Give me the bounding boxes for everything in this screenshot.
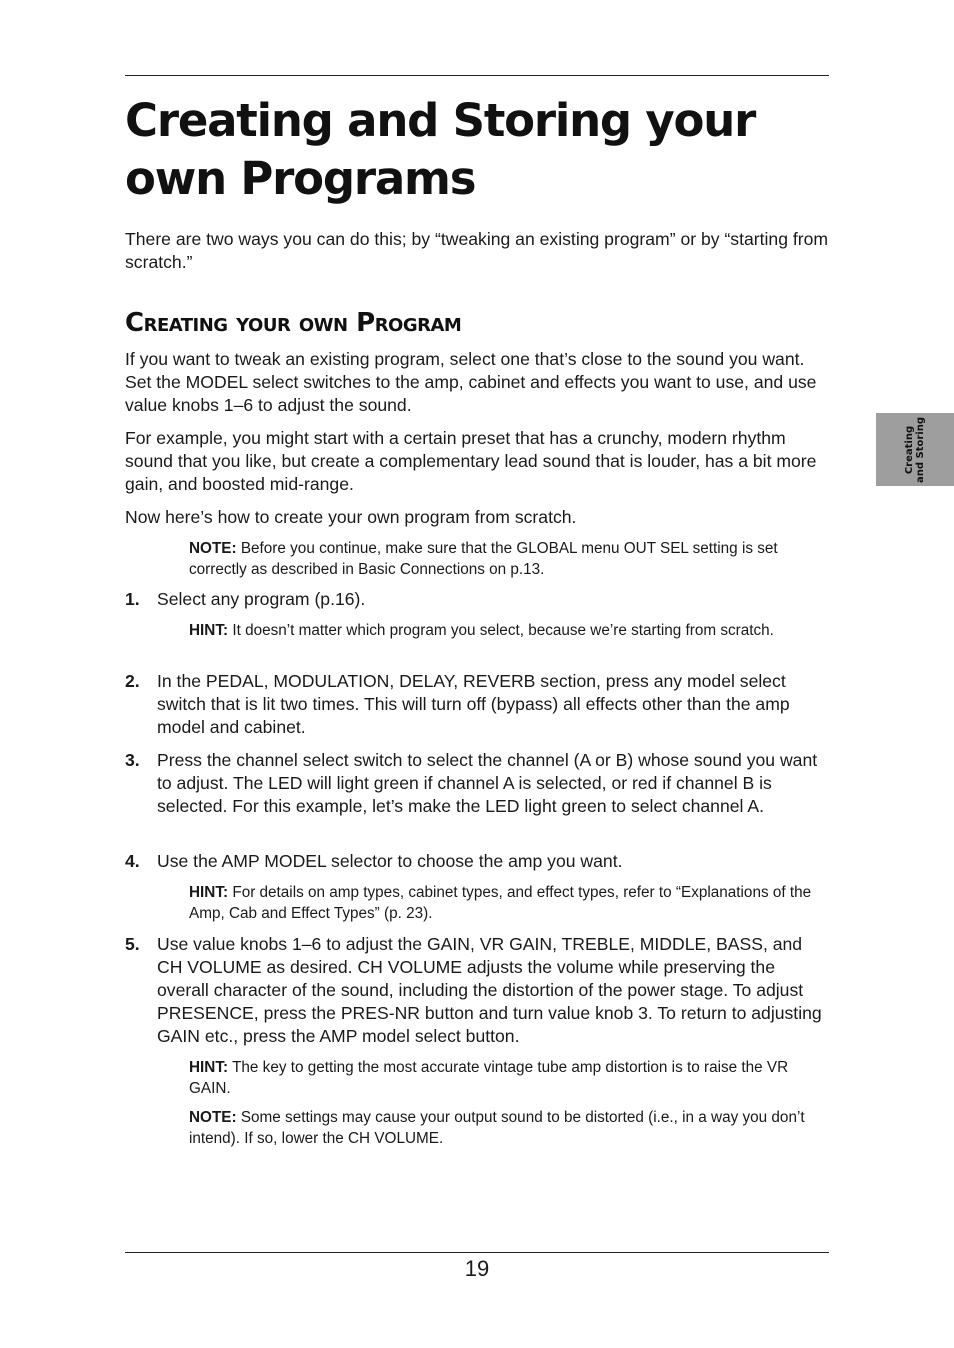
hint-label: HINT: [189, 622, 229, 639]
step-text: Use the AMP MODEL selector to choose the amp you want. [157, 851, 623, 871]
step-text: Select any program (p.16). [157, 589, 366, 609]
side-tab-line-2: and Storing [915, 416, 926, 483]
hint-text: For details on amp types, cabinet types, and effect types, refer to “Explanations of the Amp, Cab and Effect Types” (p. 23). [189, 884, 812, 922]
hint-step-5 [189, 1057, 829, 1099]
step-number: 1. [125, 589, 140, 609]
paragraph-tweak: If you want to tweak an existing program, select one that’s close to the sound you want. Set the MODEL select switches to the amp, cabinet and effects you want to use, and use value knobs 1–6 to adjust the sound. [125, 349, 817, 415]
step-text: In the PEDAL, MODULATION, DELAY, REVERB section, press any model select switch that is lit two times. This will turn off (bypass) all effects other than the amp model and cabinet. [157, 671, 790, 737]
note-text: Some settings may cause your output sound to be distorted (i.e., in a way you don’t intend). If so, lower the CH VOLUME. [189, 1109, 805, 1147]
note-label: NOTE: [189, 540, 237, 557]
paragraph-scratch: Now here’s how to create your own program from scratch. [125, 507, 577, 527]
top-rule [125, 75, 829, 76]
page-number: 19 [464, 1256, 490, 1281]
hint-label: HINT: [189, 1059, 229, 1076]
hint-label: HINT: [189, 884, 229, 901]
note-step-5 [189, 1107, 829, 1149]
bottom-rule [125, 1252, 829, 1253]
side-tab-line-1: Creating [904, 425, 915, 474]
step-number: 2. [125, 671, 140, 691]
step-text: Press the channel select switch to select the channel (A or B) whose sound you want to adjust. The LED will light green if channel A is selected, or red if channel B is selected. For this example, let’s make the LED light green to select channel A. [157, 750, 818, 816]
hint-step-1 [189, 620, 829, 641]
page-title: Creating and Storing your own Programs [125, 94, 756, 205]
intro-paragraph: There are two ways you can do this; by “tweaking an existing program” or by “starting from scratch.” [125, 229, 829, 272]
step-number: 3. [125, 750, 140, 770]
hint-step-4 [189, 882, 829, 924]
step-number: 5. [125, 934, 140, 954]
note-text: Before you continue, make sure that the GLOBAL menu OUT SEL setting is set correctly as described in Basic Connections on p.13. [189, 540, 778, 578]
hint-text: The key to getting the most accurate vintage tube amp distortion is to raise the VR GAIN. [189, 1059, 789, 1097]
section-heading: Creating your own Program [125, 308, 462, 338]
step-text: Use value knobs 1–6 to adjust the GAIN, VR GAIN, TREBLE, MIDDLE, BASS, and CH VOLUME as desired. CH VOLUME adjusts the volume while preserving the overall character of the sound, including the distortion of the power stage. To adjust PRESENCE, press the PRES-NR button and turn value knob 3. To return to adjusting GAIN etc., press the AMP model select button. [157, 934, 822, 1046]
note-before-continue [189, 538, 829, 580]
step-number: 4. [125, 851, 140, 871]
hint-text: It doesn’t matter which program you select, because we’re starting from scratch. [228, 622, 774, 639]
paragraph-example: For example, you might start with a certain preset that has a crunchy, modern rhythm sound that you like, but create a complementary lead sound that is louder, has a bit more gain, and boosted mid-range. [125, 428, 817, 494]
chapter-side-tab [876, 413, 954, 486]
note-label: NOTE: [189, 1109, 237, 1126]
side-tab-label [904, 417, 926, 483]
